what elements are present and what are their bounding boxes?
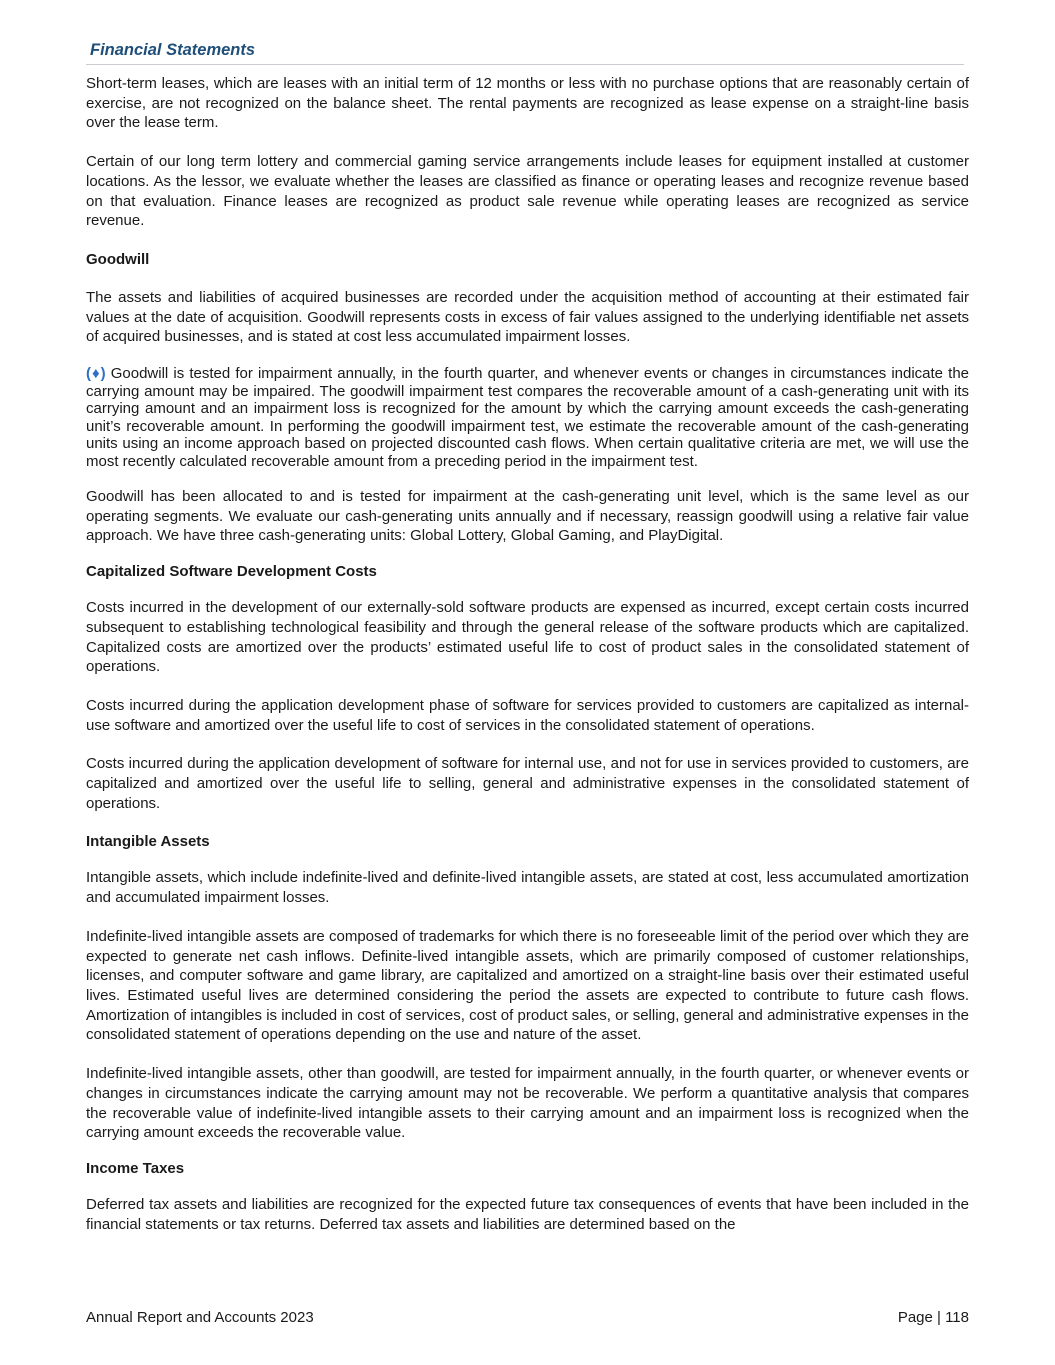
heading-income-taxes: Income Taxes	[86, 1159, 185, 1177]
paragraph-goodwill-3: Goodwill has been allocated to and is tested for impairment at the cash-generating unit level, which is the same level as our operating segments. We evaluate our cash-generating units annually and if necessary, reassign goodwill using a relative fair value approach. We have three cash-generating units: Global Lottery, Global Gaming, and PlayDigital.	[86, 488, 969, 545]
paragraph-software-3: Costs incurred during the application development of software for internal use, and not for use in services provided to customers, are capitalized and amortized over the useful life to selling, general and administrative expenses in the consolidated statement of operations.	[86, 755, 969, 812]
paragraph-software-2: Costs incurred during the application development phase of software for services provided to customers are capitalized as internal-use software and amortized over the useful life to cost of services in the consolidated statement of operations.	[86, 696, 969, 734]
paragraph-goodwill-2	[86, 365, 969, 470]
paragraph-intangibles-1: Intangible assets, which include indefinite-lived and definite-lived intangible assets, are stated at cost, less accumulated amortization and accumulated impairment losses.	[86, 869, 969, 907]
section-title: Financial Statements	[90, 41, 256, 59]
paragraph-income-taxes-1: Deferred tax assets and liabilities are recognized for the expected future tax consequences of events that have been included in the financial statements or tax returns. Deferred tax assets and liabilities are determined based on the	[86, 1195, 969, 1233]
paragraph-goodwill-1: The assets and liabilities of acquired businesses are recorded under the acquisition method of accounting at their estimated fair values at the date of acquisition. Goodwill represents costs in excess of fair values assigned to the underlying identifiable net assets of acquired businesses, and is stated at cost less accumulated impairment losses.	[86, 288, 969, 346]
heading-goodwill: Goodwill	[86, 250, 150, 268]
heading-intangible-assets: Intangible Assets	[86, 833, 210, 851]
report-title: Annual Report and Accounts 2023	[86, 1309, 314, 1326]
paragraph-lessor-arrangements: Certain of our long term lottery and commercial gaming service arrangements include leases for equipment installed at customer locations. As the lessor, we evaluate whether the leases are classified as finance or operating leases and recognize revenue based on that evaluation. Finance leases are recognized as product sale revenue while operating leases are recognized as service revenue.	[86, 153, 969, 230]
paragraph-short-term-leases: Short-term leases, which are leases with an initial term of 12 months or less with no purchase options that are reasonably certain of exercise, are not recognized on the balance sheet. The rental payments are recognized as lease expense on a straight-line basis over the lease term.	[86, 75, 969, 132]
paragraph-intangibles-3: Indefinite-lived intangible assets, other than goodwill, are tested for impairment annually, in the fourth quarter, or whenever events or changes in circumstances indicate the carrying amount may not be recoverable. We perform a quantitative analysis that compares the recoverable value of indefinite-lived intangible assets to their carrying amount and an impairment loss is recognized when the carrying amount exceeds the recoverable value.	[86, 1065, 969, 1142]
paragraph-intangibles-2: Indefinite-lived intangible assets are composed of trademarks for which there is no foreseeable limit of the period over which they are expected to generate net cash inflows. Definite-lived intangible assets, which are primarily composed of customer relationships, licenses, and computer software and game library, are capitalized and amortized on a straight-line basis over their estimated useful lives. Estimated useful lives are determined considering the period the assets are expected to contribute to future cash flows. Amortization of intangibles is included in cost of services, cost of product sales, or selling, general and administrative expenses in the consolidated statement of operations depending on the use and nature of the asset.	[86, 927, 969, 1044]
paragraph-goodwill-2-text: Goodwill is tested for impairment annually, in the fourth quarter, and whenever events or changes in circumstances indicate the carrying amount may be impaired. The goodwill impairment test compares the recoverable amount of a cash-generating unit with its carrying amount and an impairment loss is recognized for the amount by which the carrying amount exceeds the cash-generating unit’s recoverable amount. In performing the goodwill impairment test, we estimate the recoverable amount of the cash-generating units using an income approach based on projected discounted cash flows. When certain qualitative criteria are met, we will use the most recently calculated recoverable amount from a preceding period in the impairment test.	[86, 365, 969, 470]
paragraph-software-1: Costs incurred in the development of our externally-sold software products are expensed as incurred, except certain costs incurred subsequent to establishing technological feasibility and through the general release of the software products which are capitalized. Capitalized costs are amortized over the products’ estimated useful life to cost of product sales in the consolidated statement of operations.	[86, 599, 969, 676]
heading-capitalized-software: Capitalized Software Development Costs	[86, 563, 377, 581]
page-number: Page | 118	[897, 1309, 969, 1326]
diamond-marker-icon: (♦)	[86, 365, 106, 383]
page-header	[86, 38, 964, 65]
page-body	[86, 74, 969, 1234]
